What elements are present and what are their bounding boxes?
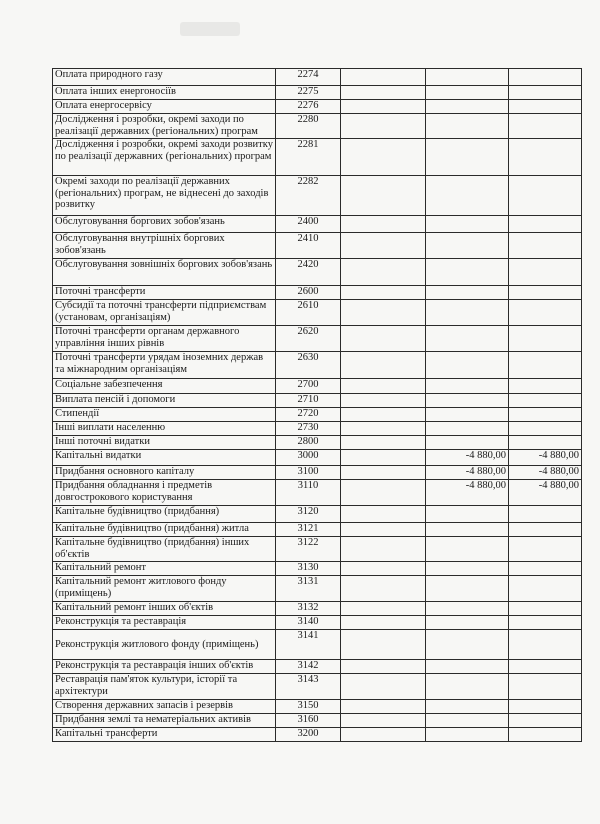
row-name: Створення державних запасів і резервів [53, 700, 276, 714]
row-value-2 [426, 286, 509, 300]
row-name: Капітальний ремонт житлового фонду (приміщень) [53, 576, 276, 602]
row-value-2 [426, 436, 509, 450]
row-value-1 [341, 523, 426, 537]
row-code: 2275 [276, 86, 341, 100]
row-name: Соціальне забезпечення [53, 379, 276, 394]
row-value-3 [509, 562, 582, 576]
row-value-1 [341, 562, 426, 576]
row-value-2 [426, 576, 509, 602]
row-value-2 [426, 259, 509, 286]
table-row [53, 506, 582, 523]
table-row [53, 714, 582, 728]
row-code: 3142 [276, 660, 341, 674]
row-value-3 [509, 326, 582, 352]
row-value-1 [341, 576, 426, 602]
row-value-2 [426, 674, 509, 700]
row-value-1 [341, 100, 426, 114]
row-value-2 [426, 422, 509, 436]
row-value-1 [341, 422, 426, 436]
row-value-1 [341, 259, 426, 286]
row-name: Дослідження і розробки, окремі заходи розвитку по реалізації державних (регіональних) програм [53, 139, 276, 176]
row-value-2 [426, 537, 509, 562]
table-row [53, 233, 582, 259]
row-value-2 [426, 300, 509, 326]
row-code: 2281 [276, 139, 341, 176]
table-row [53, 576, 582, 602]
row-value-2 [426, 69, 509, 86]
table-row [53, 436, 582, 450]
row-name: Придбання обладнання і предметів довгострокового користування [53, 480, 276, 506]
row-value-2 [426, 714, 509, 728]
row-value-2 [426, 630, 509, 660]
row-value-2 [426, 326, 509, 352]
row-value-1 [341, 86, 426, 100]
table-row [53, 394, 582, 408]
row-code: 2274 [276, 69, 341, 86]
row-name: Реставрація пам'яток культури, історії та архітектури [53, 674, 276, 700]
row-value-3 [509, 379, 582, 394]
row-name: Поточні трансферти [53, 286, 276, 300]
row-value-1 [341, 114, 426, 139]
table-row [53, 674, 582, 700]
row-name: Дослідження і розробки, окремі заходи по реалізації державних (регіональних) програм [53, 114, 276, 139]
row-code: 2710 [276, 394, 341, 408]
row-value-3 [509, 69, 582, 86]
row-value-2 [426, 506, 509, 523]
row-value-2: -4 880,00 [426, 466, 509, 480]
row-name: Капітальний ремонт [53, 562, 276, 576]
row-code: 2610 [276, 300, 341, 326]
row-value-3 [509, 259, 582, 286]
row-value-1 [341, 326, 426, 352]
row-code: 2410 [276, 233, 341, 259]
row-value-3 [509, 422, 582, 436]
row-value-3: -4 880,00 [509, 450, 582, 466]
row-value-2 [426, 616, 509, 630]
row-value-1 [341, 616, 426, 630]
row-value-2 [426, 660, 509, 674]
row-value-2 [426, 408, 509, 422]
row-value-1 [341, 480, 426, 506]
row-value-1 [341, 286, 426, 300]
row-value-1 [341, 602, 426, 616]
table-row [53, 216, 582, 233]
row-name: Капітальні видатки [53, 450, 276, 466]
row-code: 2420 [276, 259, 341, 286]
table-row [53, 630, 582, 660]
row-name: Інші виплати населенню [53, 422, 276, 436]
row-name: Оплата енергосервісу [53, 100, 276, 114]
row-name: Реконструкція житлового фонду (приміщень) [53, 630, 276, 660]
row-code: 3131 [276, 576, 341, 602]
table-row [53, 69, 582, 86]
table-row [53, 139, 582, 176]
row-name: Реконструкція та реставрація інших об'єктів [53, 660, 276, 674]
row-code: 3160 [276, 714, 341, 728]
row-code: 2400 [276, 216, 341, 233]
table-row [53, 562, 582, 576]
row-value-3: -4 880,00 [509, 466, 582, 480]
row-value-2 [426, 700, 509, 714]
row-name: Субсидії та поточні трансферти підприємствам (установам, організаціям) [53, 300, 276, 326]
row-value-3 [509, 728, 582, 742]
row-value-2 [426, 728, 509, 742]
row-value-3 [509, 630, 582, 660]
row-value-1 [341, 450, 426, 466]
table-row [53, 616, 582, 630]
row-value-3: -4 880,00 [509, 480, 582, 506]
row-value-3 [509, 537, 582, 562]
table-row [53, 602, 582, 616]
row-value-3 [509, 436, 582, 450]
row-value-1 [341, 176, 426, 216]
row-name: Поточні трансферти органам державного управління інших рівнів [53, 326, 276, 352]
row-code: 3141 [276, 630, 341, 660]
table-row [53, 408, 582, 422]
table-row [53, 480, 582, 506]
row-name: Оплата інших енергоносіїв [53, 86, 276, 100]
table-row [53, 286, 582, 300]
row-code: 3120 [276, 506, 341, 523]
row-value-2 [426, 352, 509, 379]
row-code: 2600 [276, 286, 341, 300]
row-code: 2620 [276, 326, 341, 352]
row-value-1 [341, 300, 426, 326]
row-value-1 [341, 728, 426, 742]
table-row [53, 700, 582, 714]
row-code: 2720 [276, 408, 341, 422]
row-value-3 [509, 286, 582, 300]
row-value-3 [509, 216, 582, 233]
row-value-1 [341, 216, 426, 233]
budget-table-body [53, 69, 582, 742]
row-value-2 [426, 100, 509, 114]
row-value-3 [509, 233, 582, 259]
row-value-2: -4 880,00 [426, 480, 509, 506]
row-value-3 [509, 616, 582, 630]
row-code: 3110 [276, 480, 341, 506]
row-value-2 [426, 602, 509, 616]
table-row [53, 86, 582, 100]
row-value-3 [509, 523, 582, 537]
table-row [53, 728, 582, 742]
row-name: Капітальне будівництво (придбання) житла [53, 523, 276, 537]
row-name: Капітальний ремонт інших об'єктів [53, 602, 276, 616]
row-value-1 [341, 700, 426, 714]
row-value-3 [509, 394, 582, 408]
table-row [53, 259, 582, 286]
row-value-1 [341, 233, 426, 259]
row-code: 3143 [276, 674, 341, 700]
row-code: 2730 [276, 422, 341, 436]
row-value-1 [341, 714, 426, 728]
row-value-3 [509, 506, 582, 523]
row-value-2 [426, 114, 509, 139]
row-value-1 [341, 537, 426, 562]
table-row [53, 523, 582, 537]
row-value-1 [341, 660, 426, 674]
row-code: 2700 [276, 379, 341, 394]
row-code: 3121 [276, 523, 341, 537]
table-row [53, 176, 582, 216]
table-row [53, 450, 582, 466]
table-row [53, 537, 582, 562]
row-code: 3150 [276, 700, 341, 714]
row-value-1 [341, 394, 426, 408]
row-value-1 [341, 408, 426, 422]
table-row [53, 100, 582, 114]
row-value-3 [509, 352, 582, 379]
budget-table [52, 68, 582, 742]
row-code: 3130 [276, 562, 341, 576]
row-value-3 [509, 602, 582, 616]
row-value-2 [426, 176, 509, 216]
row-value-3 [509, 660, 582, 674]
row-name: Виплата пенсій і допомоги [53, 394, 276, 408]
row-name: Капітальне будівництво (придбання) [53, 506, 276, 523]
row-value-1 [341, 139, 426, 176]
row-value-1 [341, 506, 426, 523]
row-value-3 [509, 86, 582, 100]
row-name: Придбання землі та нематеріальних активів [53, 714, 276, 728]
row-value-2 [426, 562, 509, 576]
row-value-1 [341, 466, 426, 480]
table-row [53, 466, 582, 480]
row-value-2: -4 880,00 [426, 450, 509, 466]
row-code: 2276 [276, 100, 341, 114]
table-row [53, 300, 582, 326]
row-name: Інші поточні видатки [53, 436, 276, 450]
row-name: Обслуговування внутрішніх боргових зобов'язань [53, 233, 276, 259]
row-name: Капітальні трансферти [53, 728, 276, 742]
row-value-3 [509, 674, 582, 700]
row-code: 3000 [276, 450, 341, 466]
row-name: Придбання основного капіталу [53, 466, 276, 480]
row-value-3 [509, 176, 582, 216]
row-value-3 [509, 100, 582, 114]
row-name: Обслуговування боргових зобов'язань [53, 216, 276, 233]
row-value-1 [341, 69, 426, 86]
table-row [53, 114, 582, 139]
row-value-3 [509, 300, 582, 326]
row-value-1 [341, 674, 426, 700]
row-name: Стипендії [53, 408, 276, 422]
row-value-3 [509, 408, 582, 422]
row-value-3 [509, 700, 582, 714]
row-value-3 [509, 714, 582, 728]
row-value-2 [426, 233, 509, 259]
row-code: 3122 [276, 537, 341, 562]
row-value-1 [341, 352, 426, 379]
row-value-3 [509, 139, 582, 176]
row-code: 2800 [276, 436, 341, 450]
scan-smudge [180, 22, 240, 36]
row-code: 2282 [276, 176, 341, 216]
row-value-2 [426, 523, 509, 537]
row-code: 3200 [276, 728, 341, 742]
row-value-2 [426, 86, 509, 100]
row-name: Поточні трансферти урядам іноземних держав та міжнародним організаціям [53, 352, 276, 379]
row-value-2 [426, 139, 509, 176]
row-code: 2280 [276, 114, 341, 139]
row-name: Окремі заходи по реалізації державних (регіональних) програм, не віднесені до заходів розвитку [53, 176, 276, 216]
row-value-3 [509, 576, 582, 602]
table-row [53, 379, 582, 394]
row-value-1 [341, 630, 426, 660]
row-value-1 [341, 379, 426, 394]
row-code: 2630 [276, 352, 341, 379]
row-value-2 [426, 379, 509, 394]
row-value-3 [509, 114, 582, 139]
row-value-2 [426, 216, 509, 233]
row-value-2 [426, 394, 509, 408]
row-name: Реконструкція та реставрація [53, 616, 276, 630]
row-code: 3132 [276, 602, 341, 616]
row-name: Капітальне будівництво (придбання) інших об'єктів [53, 537, 276, 562]
row-code: 3100 [276, 466, 341, 480]
row-code: 3140 [276, 616, 341, 630]
table-row [53, 660, 582, 674]
row-value-1 [341, 436, 426, 450]
table-row [53, 352, 582, 379]
row-name: Оплата природного газу [53, 69, 276, 86]
row-name: Обслуговування зовнішніх боргових зобов'язань [53, 259, 276, 286]
table-row [53, 326, 582, 352]
table-row [53, 422, 582, 436]
